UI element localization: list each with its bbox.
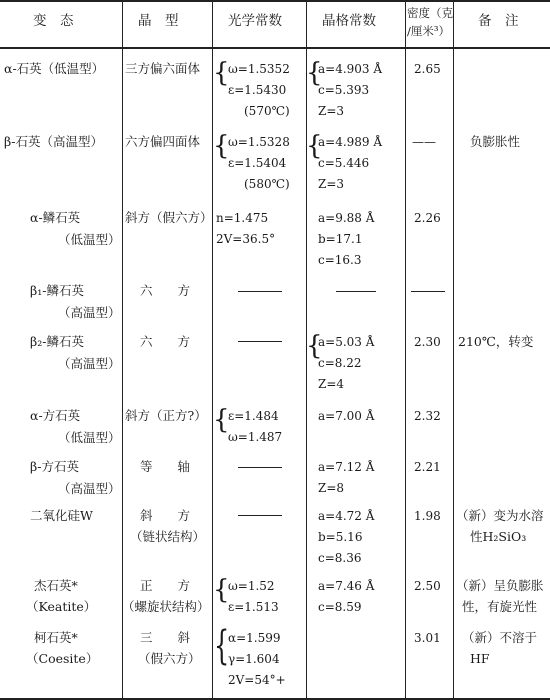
brace-icon: { <box>213 58 230 88</box>
optical-value: ω=1.5352 <box>228 62 290 76</box>
lattice-value: c=5.393 <box>318 83 370 97</box>
density-value: 2.30 <box>414 335 441 349</box>
brace-icon: { <box>213 131 230 161</box>
crystal-system: 六方偏四面体 <box>125 134 201 149</box>
column-divider <box>122 0 123 700</box>
lattice-value: c=16.3 <box>318 253 362 267</box>
table-bottom-rule <box>0 698 550 700</box>
phase-name: （Keatite） <box>26 599 97 614</box>
header-density-line2: /厘米³） <box>407 24 450 38</box>
brace-icon: { <box>306 131 323 161</box>
crystal-structure: （假六方） <box>138 651 201 666</box>
lattice-value: Z=3 <box>318 177 345 191</box>
phase-name: （低温型） <box>58 430 121 445</box>
phase-name: （高温型） <box>58 356 121 371</box>
optical-value: (580℃) <box>244 177 290 191</box>
crystal-system: 三 斜 <box>140 630 191 645</box>
note-text: （新）变为水溶 <box>456 508 544 523</box>
lattice-value: a=7.46 Å <box>318 579 375 593</box>
density-value: 2.32 <box>414 409 441 423</box>
lattice-value: a=4.989 Å <box>318 135 383 149</box>
lattice-value: b=5.16 <box>318 530 363 544</box>
lattice-value: b=17.1 <box>318 232 363 246</box>
phase-name: β₁-鳞石英 <box>30 283 84 298</box>
empty-value-dash <box>238 291 282 292</box>
optical-value: ε=1.5430 <box>228 83 287 97</box>
crystal-structure: （链状结构） <box>130 529 206 544</box>
phase-name: （高温型） <box>58 481 121 496</box>
optical-value: ω=1.5328 <box>228 135 290 149</box>
lattice-value: a=4.903 Å <box>318 62 383 76</box>
note-text: 性，有旋光性 <box>462 599 538 614</box>
density-value: 2.65 <box>414 62 441 76</box>
optical-value: ε=1.484 <box>228 409 279 423</box>
optical-value: (570℃) <box>244 104 290 118</box>
table-top-rule <box>0 0 550 2</box>
phase-name: β-石英（高温型） <box>4 134 103 149</box>
optical-value: ω=1.487 <box>228 430 283 444</box>
crystal-system: 三方偏六面体 <box>125 61 201 76</box>
phase-name: （Coesite） <box>26 651 99 666</box>
crystal-structure: （螺旋状结构） <box>122 599 210 614</box>
phase-name: α-石英（低温型） <box>4 61 105 76</box>
crystal-system: 正 方 <box>140 578 191 593</box>
optical-value: ω=1.52 <box>228 579 275 593</box>
column-divider <box>405 0 406 700</box>
phase-name: β-方石英 <box>30 459 79 474</box>
header-phase: 变 态 <box>33 13 74 29</box>
lattice-value: Z=8 <box>318 481 345 495</box>
header-crystal-system: 晶 型 <box>138 13 179 29</box>
lattice-value: c=8.59 <box>318 600 362 614</box>
density-value: 1.98 <box>414 509 441 523</box>
lattice-value: c=8.36 <box>318 551 362 565</box>
optical-value: ε=1.5404 <box>228 156 287 170</box>
lattice-value: a=9.88 Å <box>318 211 375 225</box>
optical-value: n=1.475 <box>216 211 269 225</box>
crystal-system: 六 方 <box>140 283 191 298</box>
lattice-value: c=5.446 <box>318 156 370 170</box>
brace-icon: { <box>214 623 230 669</box>
lattice-value: c=8.22 <box>318 356 362 370</box>
header-notes: 备 注 <box>478 13 519 29</box>
note-text: 210℃，转变 <box>458 334 534 349</box>
lattice-value: a=5.03 Å <box>318 335 375 349</box>
density-value: —— <box>412 135 436 149</box>
optical-value: 2V=54°+ <box>228 673 286 687</box>
phase-name: α-方石英 <box>30 408 81 423</box>
optical-value: α=1.599 <box>228 631 281 645</box>
note-text: 性H₂SiO₃ <box>470 529 527 544</box>
crystal-system: 斜方（正方?） <box>125 408 207 423</box>
density-value: 2.21 <box>414 460 441 474</box>
lattice-value: a=4.72 Å <box>318 509 375 523</box>
lattice-value: Z=4 <box>318 377 345 391</box>
density-value: 2.26 <box>414 211 441 225</box>
density-value: 2.50 <box>414 579 441 593</box>
brace-icon: { <box>306 331 323 361</box>
phase-name: 二氧化硅W <box>30 508 93 523</box>
optical-value: γ=1.604 <box>228 652 280 666</box>
header-bottom-rule <box>0 47 550 49</box>
brace-icon: { <box>213 405 230 435</box>
empty-value-dash <box>238 341 282 342</box>
note-text: （新）呈负膨胀 <box>456 578 544 593</box>
lattice-value: a=7.12 Å <box>318 460 375 474</box>
header-density-line1: 密度（克 <box>407 6 453 20</box>
brace-icon: { <box>213 575 230 605</box>
phase-name: 杰石英* <box>34 578 78 593</box>
empty-value-dash <box>336 291 376 292</box>
column-divider <box>453 0 454 700</box>
phase-name: α-鳞石英 <box>30 210 81 225</box>
header-optical-constants: 光学常数 <box>228 13 282 29</box>
phase-name: （高温型） <box>58 305 121 320</box>
note-text: （新）不溶于 <box>462 630 538 645</box>
header-lattice-constants: 晶格常数 <box>322 13 376 29</box>
lattice-value: Z=3 <box>318 104 345 118</box>
density-value: 3.01 <box>414 631 441 645</box>
phase-name: β₂-鳞石英 <box>30 334 84 349</box>
note-text: 负膨胀性 <box>470 134 521 149</box>
phase-name: 柯石英* <box>34 630 78 645</box>
crystal-system: 六 方 <box>140 334 191 349</box>
crystal-system: 等 轴 <box>140 459 191 474</box>
phase-name: （低温型） <box>58 232 121 247</box>
brace-icon: { <box>306 58 323 88</box>
lattice-value: a=7.00 Å <box>318 409 375 423</box>
optical-value: 2V=36.5° <box>216 232 276 246</box>
crystal-system: 斜 方 <box>140 508 191 523</box>
empty-value-dash <box>238 515 282 516</box>
crystal-system: 斜方（假六方） <box>125 210 213 225</box>
empty-value-dash <box>411 291 445 292</box>
empty-value-dash <box>238 467 282 468</box>
optical-value: ε=1.513 <box>228 600 279 614</box>
note-text: HF <box>470 651 490 666</box>
